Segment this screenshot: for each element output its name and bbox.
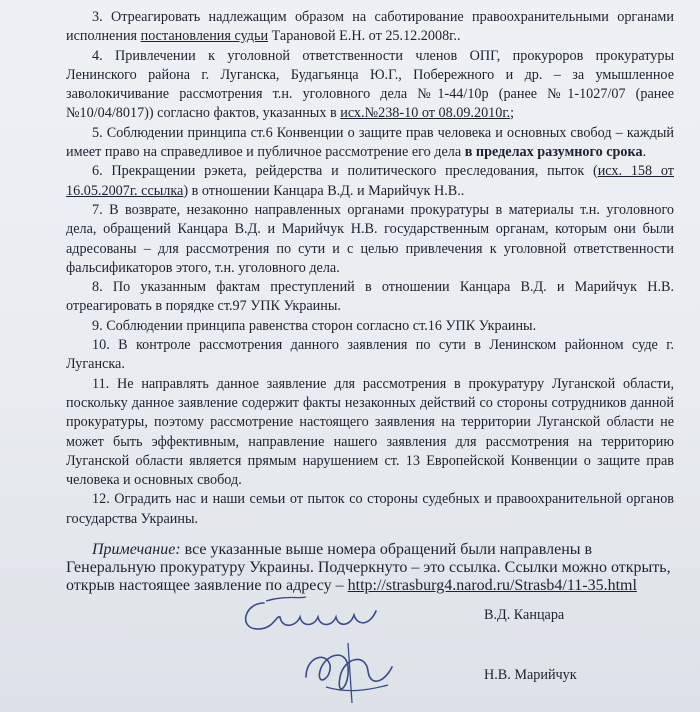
demand-item [66,336,674,375]
demand-text: 10. В контроле рассмотрения данного заявления по сути в Ленинском районном суде г. Луганска. [66,337,674,373]
kantsara-signature-icon [236,593,386,637]
demand-text: ; [510,105,515,122]
demand-text: постановления судьи [140,28,269,45]
signature-block [0,585,700,712]
demand-item [66,124,674,163]
demand-text: 12. Оградить нас и наши семьи от пыток со стороны судебных и правоохранительной органов государства Украины. [66,491,674,527]
demand-item [66,162,674,201]
demand-text: 11. Не направлять данное заявление для рассмотрения в прокуратуру Луганской области, поскольку данное заявление содержит факты незаконных действий со стороны сотрудников данной прокуратуры, поэтому рассмотрение настоящего заявления на территории Луганской области не может быть эффективным, направление нашего заявления для рассмотрения на территорию Луганской области является прямым нарушением ст. 13 Европейской Конвенции о защите прав человека и основных свобод. [66,375,674,489]
demand-item [66,317,674,336]
demand-text: 9. Соблюдении принципа равенства сторон согласно ст.16 УПК Украины. [92,317,537,334]
demand-text: в пределах разумного срока [464,144,643,161]
demand-text: 5. Соблюдении принципа ст.6 Конвенции о защите прав человека и основных свобод – каждый имеет право на справедливое и публичное рассмотрение его дела [66,124,674,161]
demand-item [66,375,674,491]
note-label: Примечание: [92,541,181,559]
demands-list [66,8,674,529]
demand-item [66,8,674,47]
marijchuk-signature-icon [296,637,406,707]
demand-text: ) в отношении Канцара В.Д. и Марийчук Н.В.. [183,182,465,199]
demand-text: исх. 158 от 16.05.2007г. ссылка [66,163,674,199]
signature-name-marijchuk: Н.В. Марийчук [484,667,577,683]
demand-text: Тарановой Е.Н. от 25.12.2008г.. [268,28,461,45]
demand-text: саботирование правоохранительными органами исполнения [66,9,674,45]
demand-text: 3. Отреагировать надлежащим образом на [92,9,375,25]
demand-item [66,47,674,124]
demand-text: 4. Привлечении к уголовной ответственности членов ОПГ, прокуроров прокуратуры Ленинского района г. Луганска, Будагьянца Ю.Г., Побережного и др. – за умышленное заволокичивание рассмотрения т.н. уголовного дела №1-44/10р (ранее №1-1027/07 (ранее №10/04/8017)) согласно фактов, указанных в [66,47,674,122]
demand-item [66,490,674,529]
signature-name-kantsara: В.Д. Канцара [484,607,565,623]
demand-text: 6. Прекращении рэкета, рейдерства и политического преследования, пыток ( [92,163,598,180]
demand-text: исх.№238-10 от 08.09.2010г. [340,105,511,122]
demand-text: 8. По указанным фактам преступлений в отношении Канцара В.Д. и Марийчук Н.В. отреагировать в порядке ст.97 УПК Украины. [66,279,674,315]
demand-text: . [642,144,647,161]
demand-item [66,278,674,317]
document-link[interactable]: http://strasburg4.narod.ru/Strasb4/11-35.html [347,577,637,595]
demand-text: 7. В возврате, незаконно направленных органами прокуратуры в материалы т.н. уголовного дела, обращений Канцара В.Д. и Марийчук Н.В. государственным органам, которым они были адресованы – для рассмотрения по сути и с целью привлечения к уголовной ответственности фальсификаторов этого, т.н. уголовного дела. [66,201,674,276]
demand-item [66,201,674,278]
note-text: все указанные выше номера обращений были направлены в Генеральную прокуратуру Украины. Подчеркнуто – это ссылка. Ссылки можно открыть, открыв настоящее заявление по адресу – [66,541,671,595]
